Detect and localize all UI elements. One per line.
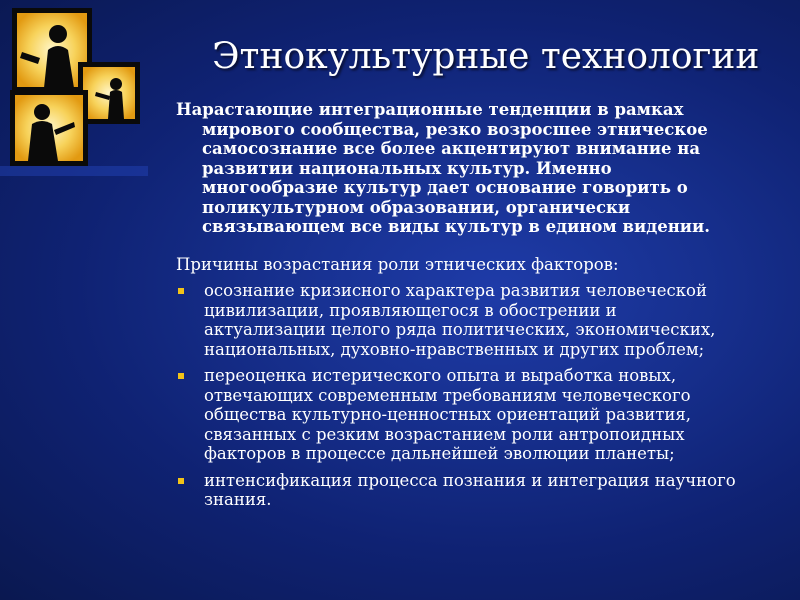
lead-paragraph: Нарастающие интеграционные тенденции в рамках мирового сообщества, резко возросшее этническое самосознание все более акцентируют внимание на развитии национальных культур. Именно многообразие культур дает основание говорить о поликультурном образовании, органически связывающем все виды культур в едином видении. bbox=[176, 100, 710, 236]
list-item-text: осознание кризисного характера развития человеческой цивилизации, проявляющегося в обострении и актуализации целого ряда политических, экономических, национальных, духовно-нравственных и других проблем; bbox=[204, 281, 716, 359]
silhouette-people-frames-icon bbox=[0, 0, 148, 176]
bullet-list bbox=[176, 281, 736, 517]
square-bullet-icon bbox=[178, 288, 184, 294]
list-item bbox=[176, 281, 736, 359]
square-bullet-icon bbox=[178, 373, 184, 379]
list-item bbox=[176, 366, 736, 464]
list-item-text: переоценка истерического опыта и выработка новых, отвечающих современным требованиям человеческого общества культурно-ценностных ориентаций развития, связанных с резким возрастанием роли антропоидных факторов в процессе дальнейшей эволюции планеты; bbox=[204, 366, 691, 463]
list-item-text: интенсификация процесса познания и интеграция научного знания. bbox=[204, 470, 736, 509]
list-item bbox=[176, 471, 736, 510]
subheading: Причины возрастания роли этнических факторов: bbox=[176, 255, 619, 274]
square-bullet-icon bbox=[178, 478, 184, 484]
page-title: Этнокультурные технологии bbox=[212, 36, 760, 77]
